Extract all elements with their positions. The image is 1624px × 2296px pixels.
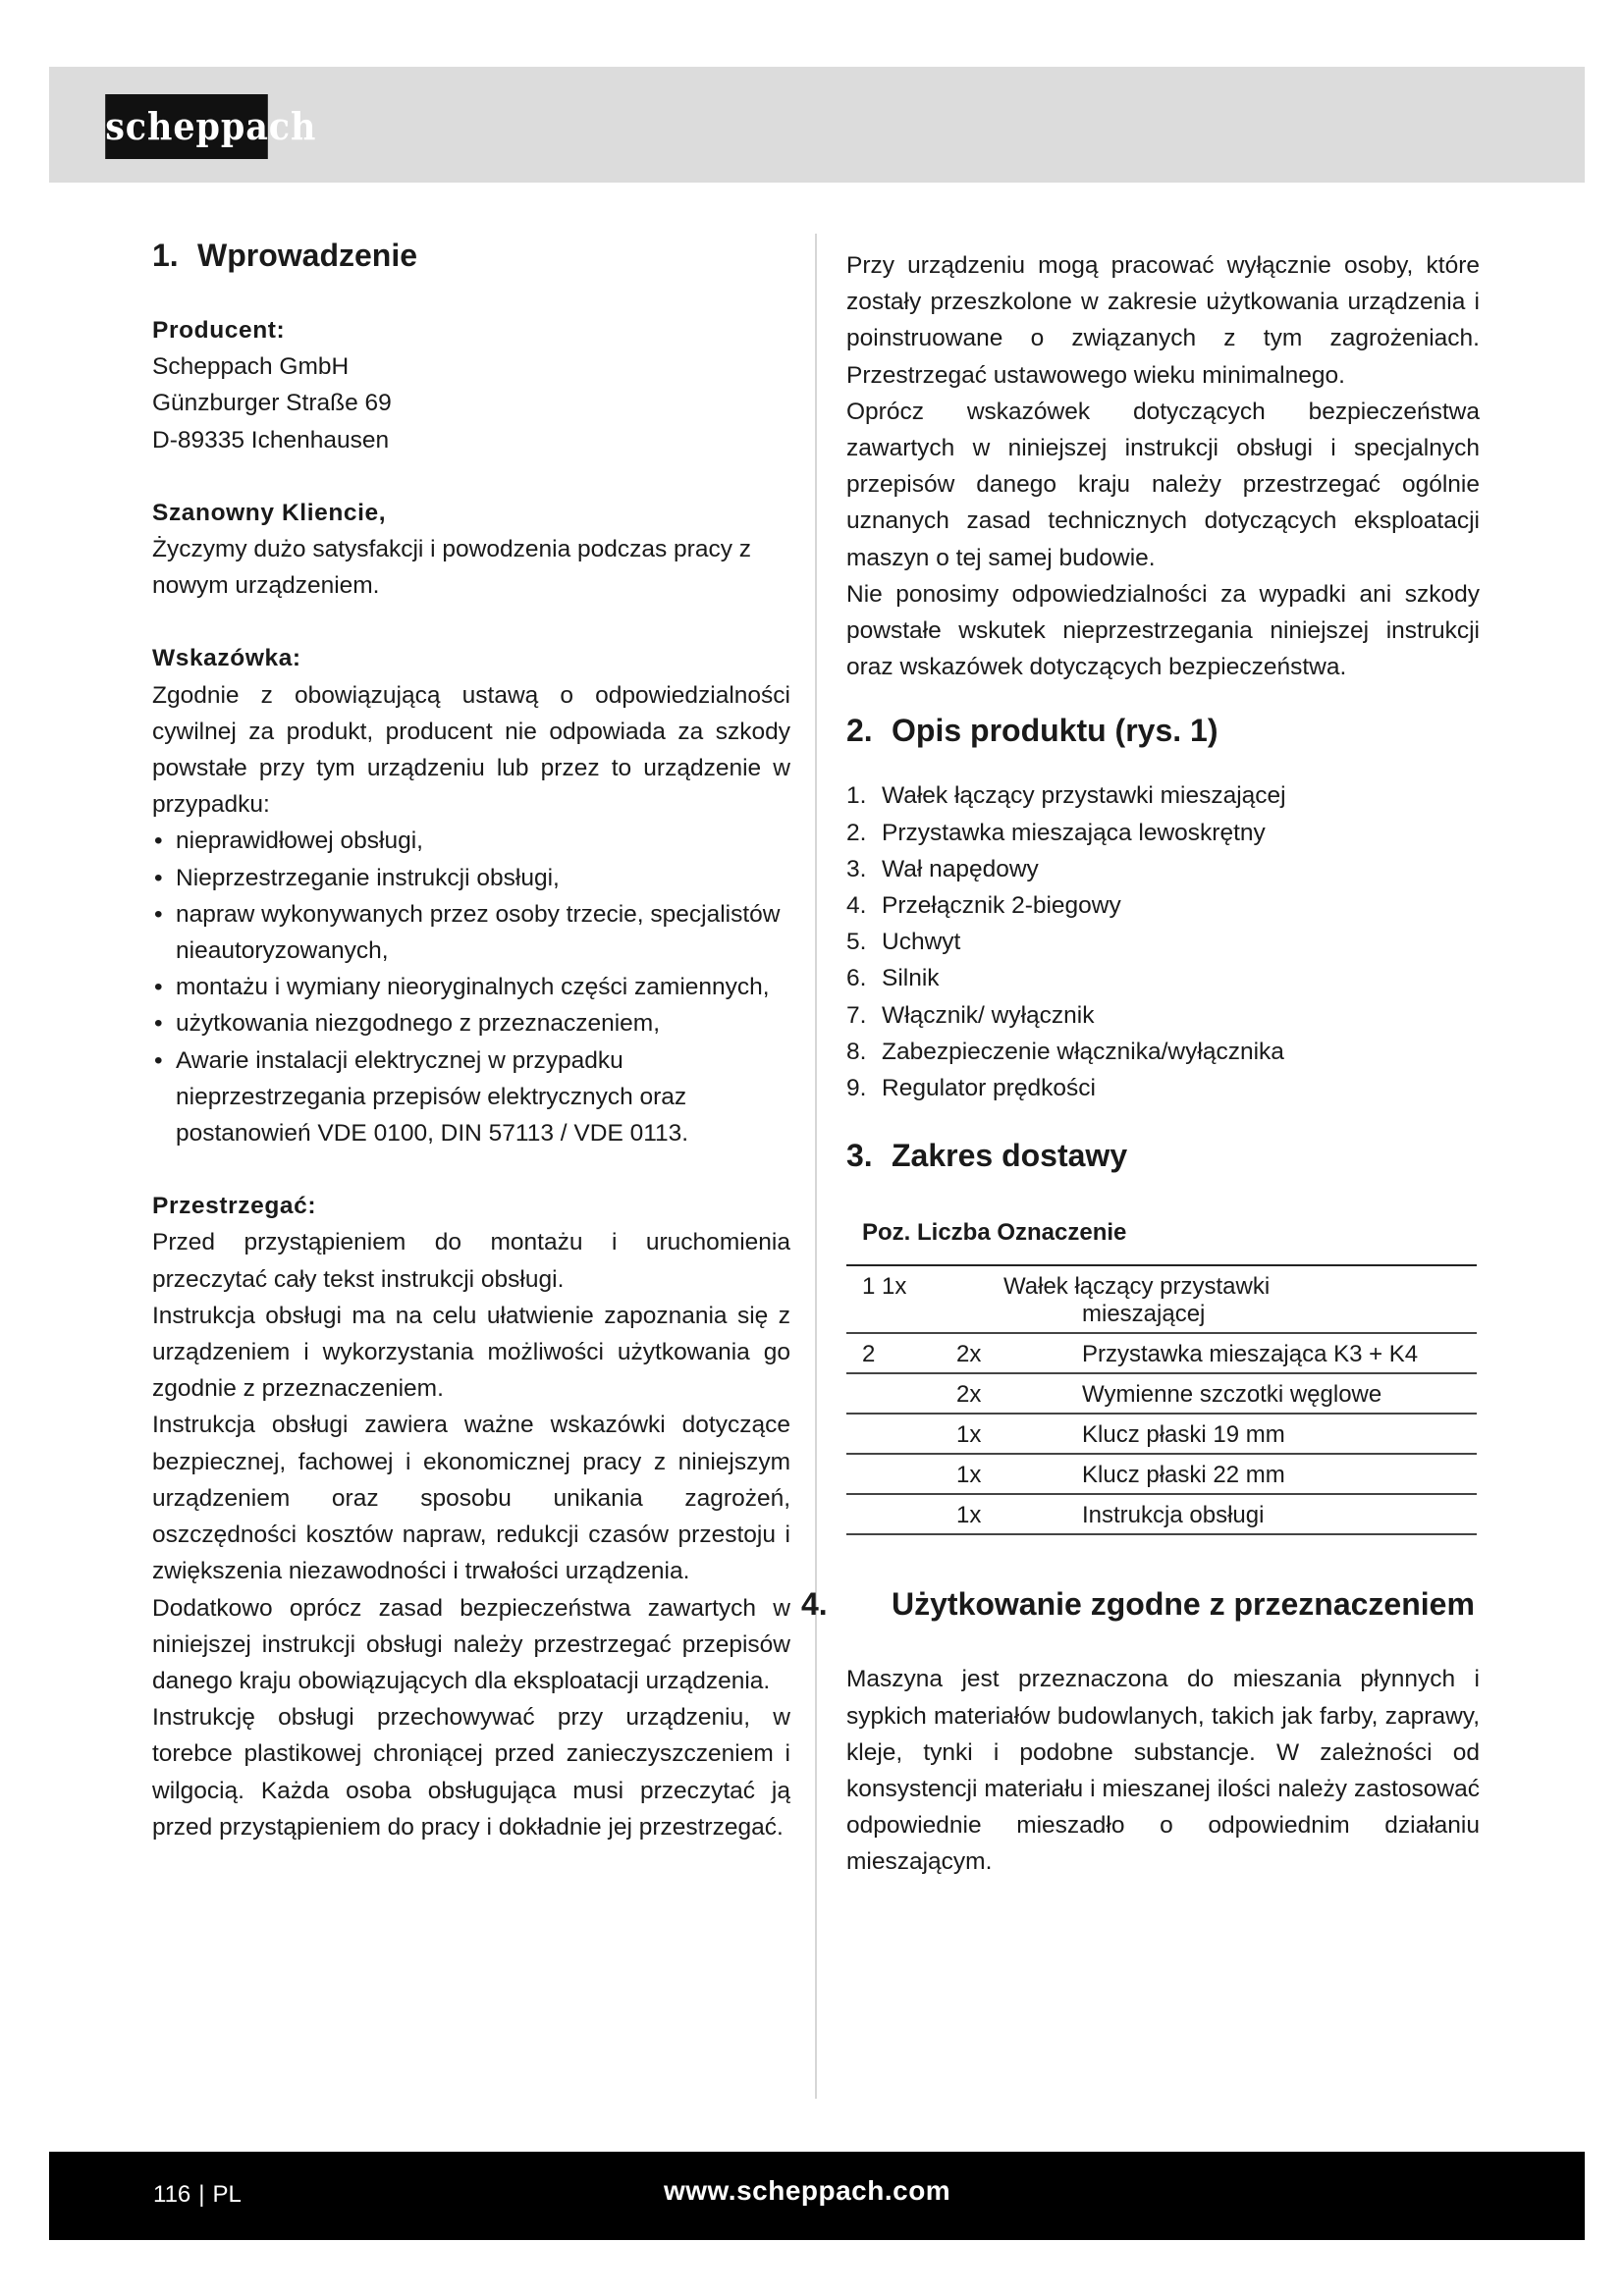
list-item: 7. Włącznik/ wyłącznik (846, 1001, 1095, 1029)
table-cell: 1x (956, 1414, 1082, 1454)
table-row (846, 1454, 1477, 1494)
column-divider (815, 234, 817, 2099)
table-cell: Wałek łączący przystawki mieszającej (1082, 1265, 1477, 1333)
table-cell: 2x (956, 1333, 1082, 1373)
page-header (49, 67, 1585, 183)
table-row (846, 1494, 1477, 1534)
table-cell: Klucz płaski 22 mm (1082, 1454, 1477, 1494)
table-cell (846, 1373, 956, 1414)
list-item: 9. Regulator prędkości (846, 1075, 1096, 1102)
observe-paragraph: Instrukcja obsługi zawiera ważne wskazówki dotyczące bezpiecznej, fachowej i ekonomicznej pracy z niniejszym urządzeniem oraz sposobu unikania zagrożeń, oszczędności kosztów napraw, redukcji czasów przestoju i zwiększenia niezawodności i trwałości urządzenia. (152, 1412, 790, 1585)
table-cell: 2x (956, 1373, 1082, 1414)
list-item: 6. Silnik (846, 965, 940, 992)
table-row (846, 1333, 1477, 1373)
list-item: • Nieprzestrzeganie instrukcji obsługi, (154, 864, 560, 891)
section-2-heading: 2. Opis produktu (rys. 1) (846, 713, 1218, 749)
list-item: 2. Przystawka mieszająca lewoskrętny (846, 819, 1266, 846)
table-cell: Instrukcja obsługi (1082, 1494, 1477, 1534)
table-cell: 1 1x (846, 1265, 1082, 1333)
observe-paragraph: Instrukcja obsługi ma na celu ułatwienie zapoznania się z urządzeniem i wykorzystania możliwości użytkowania go zgodnie z przeznaczeniem. (152, 1302, 790, 1403)
observe-paragraph: Dodatkowo oprócz zasad bezpieczeństwa zawartych w niniejszej instrukcji obsługi należy przestrzegać przepisów danego kraju obowiązujących dla eksploatacji urządzenia. (152, 1594, 790, 1694)
table-cell: Przystawka mieszająca K3 + K4 (1082, 1333, 1477, 1373)
table-row (846, 1265, 1477, 1333)
product-parts-list (846, 777, 1480, 1106)
table-cell: 2 (846, 1333, 956, 1373)
producer-line: D-89335 Ichenhausen (152, 426, 390, 454)
table-cell: 1x (956, 1454, 1082, 1494)
producer-line: Scheppach GmbH (152, 353, 350, 381)
table-cell: 1x (956, 1494, 1082, 1534)
intro-paragraph: Przy urządzeniu mogą pracować wyłącznie osoby, które zostały przeszkolone w zakresie użytkowania urządzenia i poinstruowane o związanych z tym zagrożeniach. Przestrzegać ustawowego wieku minimalnego. (846, 252, 1480, 389)
table-cell (846, 1414, 956, 1454)
observe-paragraph: Przed przystąpieniem do montażu i uruchomienia przeczytać cały tekst instrukcji obsługi. (152, 1229, 790, 1293)
list-item: • napraw wykonywanych przez osoby trzecie, specjalistów nieautoryzowanych, (154, 900, 781, 965)
list-item: • Awarie instalacji elektrycznej w przypadku nieprzestrzegania przepisów elektrycznych oraz postanowień VDE 0100, DIN 57113 / VDE 0113. (154, 1046, 689, 1148)
list-item: • użytkowania niezgodnego z przeznaczeniem, (154, 1010, 661, 1038)
scheppach-logo: scheppach (105, 94, 268, 159)
table-cell: Wymienne szczotki węglowe (1082, 1373, 1477, 1414)
producer-label: Producent: (152, 317, 286, 344)
website-url: www.scheppach.com (664, 2175, 951, 2206)
liability-list (152, 823, 790, 1151)
page-number: 116 | PL (153, 2181, 242, 2208)
section-3-heading: 3. Zakres dostawy (846, 1138, 1128, 1174)
list-item: 8. Zabezpieczenie włącznika/wyłącznika (846, 1038, 1284, 1065)
intro-paragraph: Nie ponosimy odpowiedzialności za wypadki ani szkody powstałe wskutek nieprzestrzegania niniejszej instrukcji oraz wskazówek dotyczących bezpieczeństwa. (846, 580, 1480, 681)
list-item: 1. Wałek łączący przystawki mieszającej (846, 782, 1286, 810)
section-1-heading: 1. Wprowadzenie (152, 238, 418, 273)
table-row (846, 1414, 1477, 1454)
list-item: • montażu i wymiany nieoryginalnych części zamiennych, (154, 974, 770, 1001)
list-item: 3. Wał napędowy (846, 855, 1039, 882)
right-column (801, 236, 1480, 1881)
observe-paragraph: Instrukcję obsługi przechowywać przy urządzeniu, w torebce plastikowej chroniącej przed zanieczyszczeniem i wilgocią. Każda osoba obsługująca musi przeczytać ją przed przystąpieniem do pracy i dokładnie jej przestrzegać. (152, 1704, 790, 1841)
table-row (846, 1373, 1477, 1414)
usage-text: Maszyna jest przeznaczona do mieszania płynnych i sypkich materiałów budowlanych, takich jak farby, zaprawy, kleje, tynki i podobne substancje. W zależności od konsystencji materiału i mieszanej ilości należy zastosować odpowiednie mieszadło o odpowiednim działaniu mieszającym. (846, 1666, 1480, 1876)
list-item: 5. Uchwyt (846, 929, 961, 956)
page-footer (49, 2152, 1585, 2240)
list-item: • nieprawidłowej obsługi, (154, 828, 423, 855)
producer-line: Günzburger Straße 69 (152, 390, 392, 417)
note-intro: Zgodnie z obowiązującą ustawą o odpowiedzialności cywilnej za produkt, producent nie odpowiada za szkody powstałe przy tym urządzeniu lub przez to urządzenie w przypadku: (152, 681, 790, 819)
table-cell (846, 1454, 956, 1494)
list-item: 4. Przełącznik 2-biegowy (846, 892, 1121, 920)
note-label: Wskazówka: (152, 645, 301, 672)
observe-label: Przestrzegać: (152, 1193, 317, 1220)
greeting-label: Szanowny Kliencie, (152, 499, 387, 526)
delivery-table (846, 1208, 1477, 1535)
greeting-text: Życzymy dużo satysfakcji i powodzenia podczas pracy z nowym urządzeniem. (152, 536, 752, 600)
table-cell: Klucz płaski 19 mm (1082, 1414, 1477, 1454)
table-header: Poz. Liczba Oznaczenie (862, 1219, 1127, 1247)
intro-paragraph: Oprócz wskazówek dotyczących bezpieczeństwa zawartych w niniejszej instrukcji obsługi i specjalnych przepisów danego kraju należy przestrzegać ogólnie uznanych zasad technicznych dotyczących eksploatacji maszyn o tej samej budowie. (846, 398, 1480, 571)
left-column (152, 236, 790, 1845)
section-4-heading: 4. Użytkowanie zgodne z przeznaczeniem (801, 1586, 1475, 1623)
table-cell (846, 1494, 956, 1534)
